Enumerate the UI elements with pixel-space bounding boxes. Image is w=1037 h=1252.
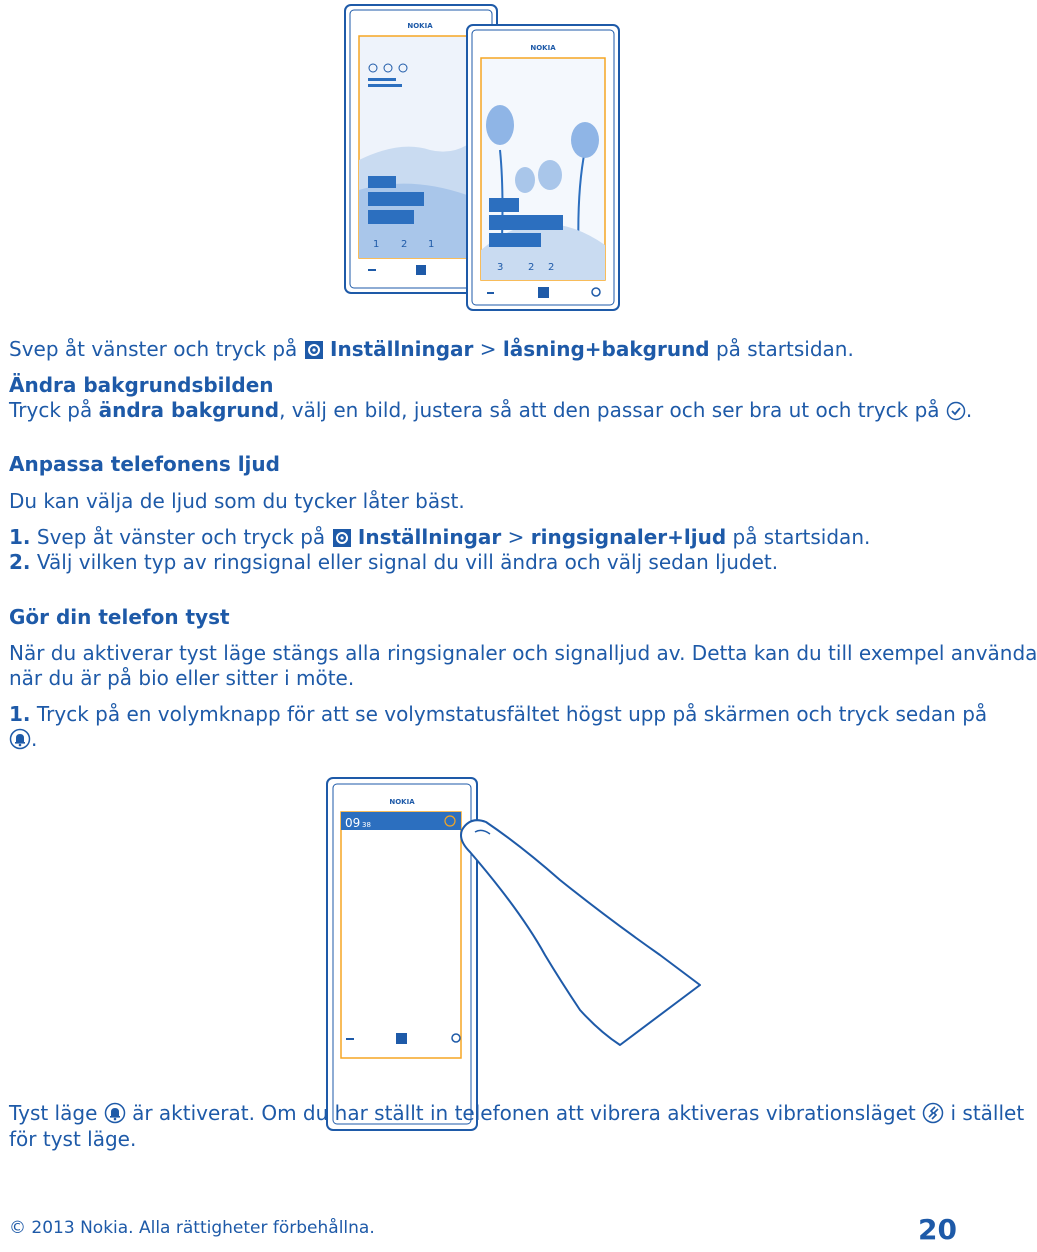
cb-text-a: Tryck på: [9, 398, 99, 422]
silent-para-line2: när du är på bio eller sitter i möte.: [9, 666, 355, 690]
phone3-clock: 09: [345, 816, 361, 830]
change-background-link: ändra bakgrund: [98, 398, 280, 422]
silent-step1-text: Tryck på en volymknapp för att se volymstatusfältet högst upp på skärmen och tryck sedan på: [30, 702, 988, 726]
phone2-count-mail: 2: [528, 262, 535, 273]
check-icon: [946, 401, 966, 427]
cb-dot: .: [965, 398, 973, 422]
step1-sep: >: [501, 525, 531, 549]
cb-text-b: , välj en bild, justera så att den passar och ser bra ut och tryck på: [279, 398, 946, 422]
phone2-count-other: 2: [548, 262, 555, 273]
phone-hand-illustration: [0, 770, 960, 1070]
finger-illustration: [461, 820, 700, 1045]
step2-text: Välj vilken typ av ringsignal eller signal du vill ändra och välj sedan ljudet.: [30, 550, 779, 574]
intro-text: Svep åt vänster och tryck på: [9, 337, 304, 361]
result-text-b: är aktiverat. Om du har ställt in telefonen att vibrera aktiveras vibrationsläget: [125, 1101, 923, 1125]
step-number: 2.: [9, 550, 31, 574]
step-number: 1.: [9, 525, 31, 549]
phone-volume: [327, 778, 477, 1130]
ringtones-sounds-link: ringsignaler+ljud: [530, 525, 727, 549]
phones-illustration: [0, 0, 960, 320]
footer-copyright: © 2013 Nokia. Alla rättigheter förbehållna.: [9, 1218, 375, 1238]
phone3-brand: NOKIA: [389, 798, 415, 806]
step-number: 1.: [9, 702, 31, 726]
silent-step-1: [9, 701, 987, 727]
sound-step-2: [9, 549, 778, 575]
step1-text: Svep åt vänster och tryck på: [30, 525, 332, 549]
heading-sound: Anpassa telefonens ljud: [9, 452, 280, 476]
intro-line: [9, 336, 854, 366]
settings-icon: [304, 340, 324, 366]
silent-step-1-cont: [9, 726, 37, 756]
result-line-2: för tyst läge.: [9, 1127, 137, 1151]
step1-end: på startsidan.: [726, 525, 871, 549]
result-line-1: [9, 1100, 1024, 1130]
silent-step1-dot: .: [31, 727, 38, 751]
phone3-clock-small: 38: [362, 821, 371, 829]
result-text-a: Tyst läge: [9, 1101, 104, 1125]
silent-para-line1: När du aktiverar tyst läge stängs alla ringsignaler och signalljud av. Detta kan du till exempel använda: [9, 641, 1037, 665]
page-number: 20: [918, 1213, 957, 1246]
intro-sep: >: [473, 337, 503, 361]
phone-front: [467, 25, 619, 310]
intro-end: på startsidan.: [709, 337, 854, 361]
heading-change-background: Ändra bakgrundsbilden: [9, 373, 274, 397]
bell-silent-icon: [9, 728, 31, 756]
lock-background-link: låsning+bakgrund: [502, 337, 710, 361]
result-text-c: i stället: [944, 1101, 1025, 1125]
phone1-count-calls: 1: [373, 239, 380, 250]
settings-link: Inställningar: [357, 525, 502, 549]
sound-intro: Du kan välja de ljud som du tycker låter bäst.: [9, 489, 465, 513]
phone1-brand: NOKIA: [407, 22, 433, 30]
phone1-count-mail: 1: [428, 239, 435, 250]
phone2-count-messages: 3: [497, 262, 504, 273]
vibrate-icon: [922, 1102, 944, 1130]
phone2-brand: NOKIA: [530, 44, 556, 52]
phone1-count-messages: 2: [401, 239, 408, 250]
settings-link: Inställningar: [330, 337, 474, 361]
change-background-text: [9, 397, 972, 427]
heading-silent: Gör din telefon tyst: [9, 605, 230, 629]
